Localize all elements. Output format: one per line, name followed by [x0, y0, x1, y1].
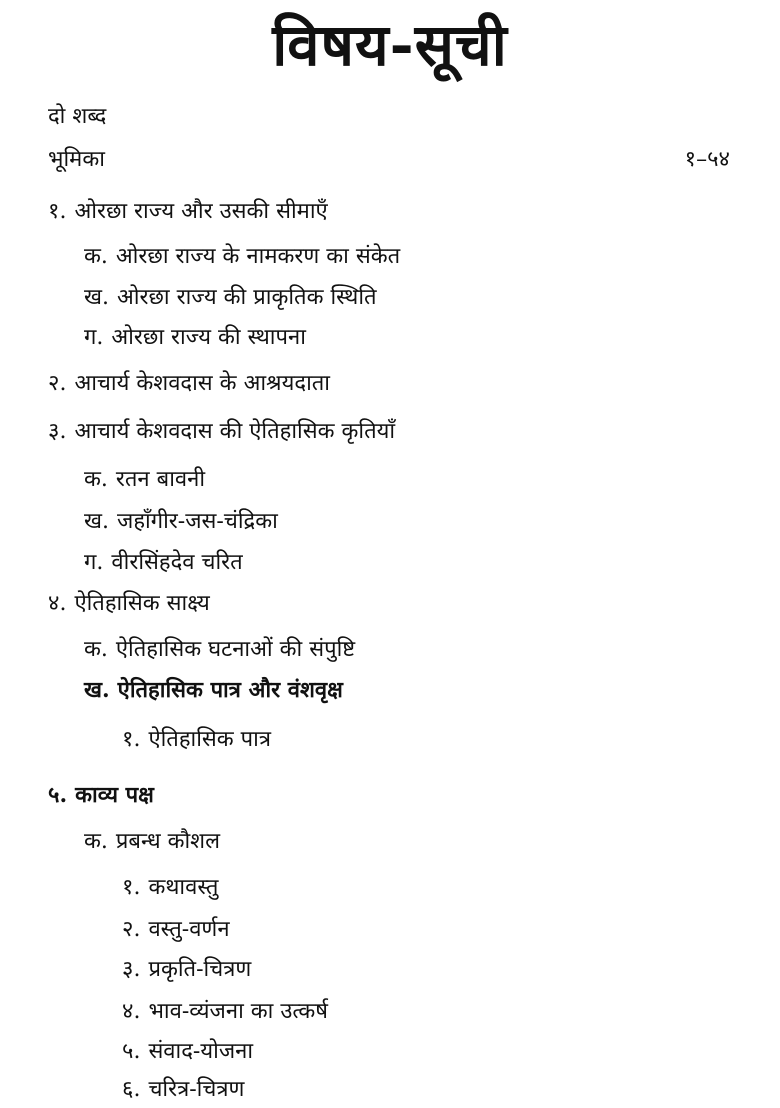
entry-text: ओरछा राज्य की प्राकृतिक स्थिति [117, 285, 377, 310]
toc-entry [84, 507, 278, 537]
entry-number: ख. [84, 285, 109, 310]
entry-number: १. [122, 727, 141, 752]
entry-text: रतन बावनी [115, 467, 206, 492]
entry-number: क. [84, 244, 108, 269]
entry-number: क. [84, 829, 108, 854]
toc-entry [48, 780, 154, 810]
toc-entry [48, 589, 210, 619]
entry-number: ग. [84, 550, 104, 575]
entry-text: ओरछा राज्य और उसकी सीमाएँ [74, 199, 328, 224]
entry-number: १. [48, 199, 67, 224]
page-range: १–५४ [684, 147, 730, 172]
toc-entry [122, 955, 251, 985]
toc-entry [84, 283, 377, 313]
entry-number: ४. [122, 999, 141, 1024]
entry-text: चरित्र-चित्रण [148, 1077, 245, 1102]
entry-number: २. [48, 371, 67, 396]
entry-text: भूमिका [48, 147, 105, 172]
entry-text: भाव-व्यंजना का उत्कर्ष [148, 999, 328, 1024]
entry-text: जहाँगीर-जस-चंद्रिका [117, 509, 278, 534]
toc-entry [122, 1037, 253, 1067]
entry-text: संवाद-योजना [148, 1039, 254, 1064]
entry-number: ६. [122, 1077, 141, 1102]
toc-entry [122, 997, 328, 1027]
toc-entry [84, 323, 306, 353]
entry-text: ऐतिहासिक पात्र और वंशवृक्ष [117, 677, 343, 703]
entry-number: ३. [48, 419, 67, 444]
toc-entry [48, 369, 330, 399]
toc-entry [122, 915, 230, 945]
entry-text: वस्तु-वर्णन [148, 917, 230, 942]
toc-entry [84, 675, 343, 705]
toc-entry [48, 417, 395, 447]
entry-number: क. [84, 637, 108, 662]
toc-entry [84, 242, 400, 272]
entry-text: काव्य पक्ष [75, 782, 154, 808]
entry-number: क. [84, 467, 108, 492]
entry-text: प्रकृति-चित्रण [148, 957, 252, 982]
toc-entry [84, 827, 220, 857]
toc-entry [84, 548, 243, 578]
entry-number: ख. [84, 677, 110, 703]
toc-entry [84, 465, 205, 495]
entry-text: आचार्य केशवदास के आश्रयदाता [74, 371, 331, 396]
entry-text: ओरछा राज्य की स्थापना [111, 325, 306, 350]
page-title: विषय-सूची [272, 11, 508, 79]
entry-text: आचार्य केशवदास की ऐतिहासिक कृतियाँ [74, 419, 396, 444]
entry-text: प्रबन्ध कौशल [115, 829, 221, 854]
toc-entry [48, 197, 328, 227]
entry-text: ओरछा राज्य के नामकरण का संकेत [115, 244, 401, 269]
toc-entry [122, 873, 218, 903]
entry-text: ऐतिहासिक पात्र [148, 727, 272, 752]
entry-number: ५. [122, 1039, 141, 1064]
entry-number: ३. [122, 957, 141, 982]
entry-number: ४. [48, 591, 67, 616]
entry-number: ५. [48, 782, 68, 808]
entry-number: ग. [84, 325, 104, 350]
entry-text: दो शब्द [48, 104, 107, 129]
entry-number: ख. [84, 509, 109, 534]
entry-text: ऐतिहासिक साक्ष्य [74, 591, 210, 616]
toc-entry [122, 725, 271, 755]
entry-text: वीरसिंहदेव चरित [111, 550, 243, 575]
entry-text: ऐतिहासिक घटनाओं की संपुष्टि [115, 637, 356, 662]
toc-entry [48, 145, 105, 175]
toc-entry [84, 635, 355, 665]
toc-entry [48, 102, 106, 132]
toc-entry [122, 1075, 244, 1105]
entry-number: १. [122, 875, 141, 900]
entry-number: २. [122, 917, 141, 942]
entry-text: कथावस्तु [148, 875, 219, 900]
